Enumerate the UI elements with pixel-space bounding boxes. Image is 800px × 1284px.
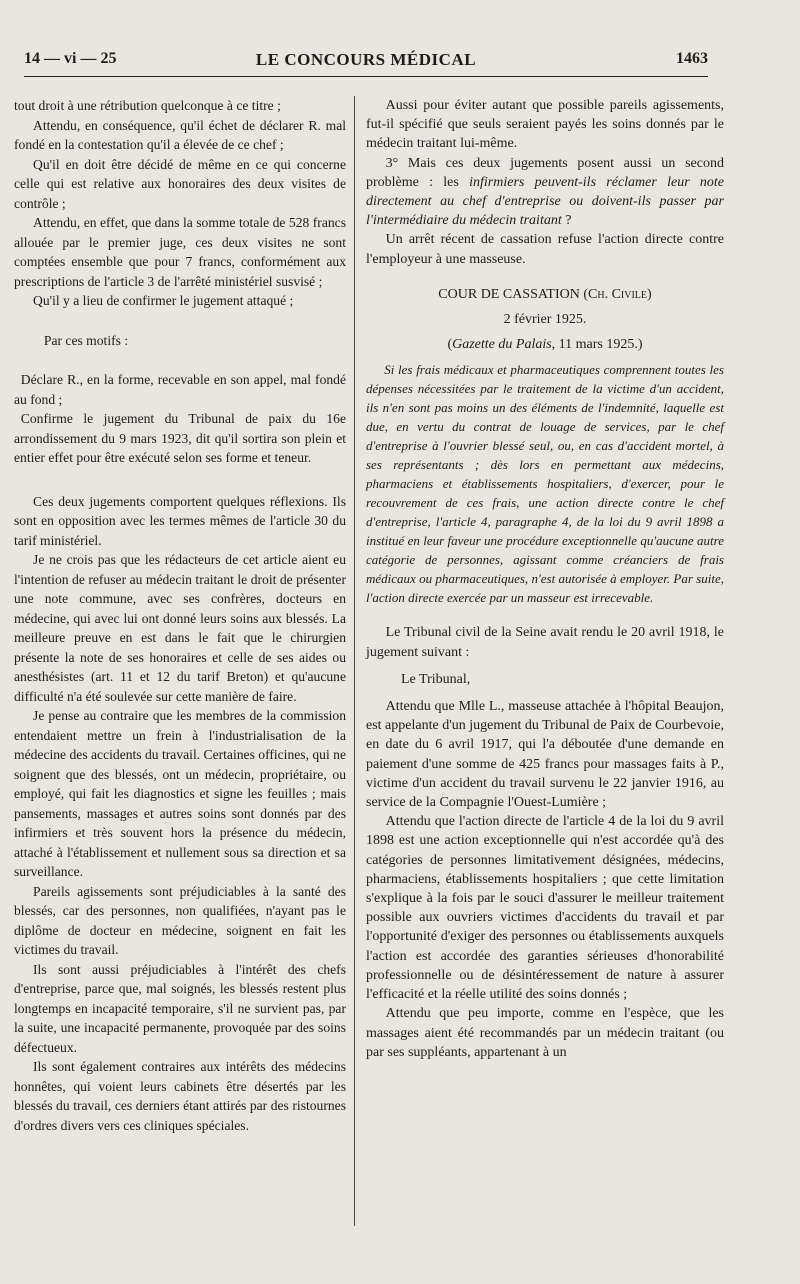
paragraph: Le Tribunal civil de la Seine avait rendu le 20 avril 1918, le jugement suivant : [366,625,724,660]
paragraph: Attendu que peu importe, comme en l'espèce, que les massages aient été recommandés par un médecin traitant (ou par ses suppléants, appartenant à un [366,1006,724,1060]
citation: (Gazette du Palais, 11 mars 1925.) [447,337,643,353]
court-heading: COUR DE CASSATION (Ch. Civile) [438,286,652,302]
journal-title: LE CONCOURS MÉDICAL [255,50,477,69]
headnote-summary: Si les frais médicaux et pharmaceutiques comprennent toutes les dépenses nécessitées par le traitement de la victime d'un accident, ils n'en sont pas moins un des éléments de l'indemnité, laquelle est due, en vertu du contrat de louage de services, par le chef d'entreprise à l'ouvrier blessé seul, ou, en cas d'accident mortel, à ses représentants ; dès lors en permettant aux médecins, pharmaciens et établissements hospitaliers, d'exercer, pour le recouvrement de ces frais, une action directe contre le chef d'entreprise, l'article 4, paragraphe 4, de la loi du 9 avril 1898 a institué en leur faveur une procédure exceptionnelle qu'aucune autre catégorie de personnes, agissant comme créanciers de frais médicaux ou pharmaceutiques, n'est autorisée à employer. Par suite, l'action directe exercée par un masseur est irrecevable. [366,362,724,606]
right-column [366,96,724,1062]
paragraph: Pareils agissements sont préjudiciables à la santé des blessés, car des personnes, non qualifiées, n'ayant pas le diplôme de docteur en médecine, soignent en fait les victimes du travail. [14,883,346,957]
issue-date: 14 — vi — 25 [24,50,117,67]
running-header [24,50,708,77]
paragraph: Un arrêt récent de cassation refuse l'action directe contre l'employeur à une masseuse. [366,232,724,267]
left-column [14,96,346,1135]
paragraph: Attendu, en effet, que dans la somme totale de 528 francs allouée par le premier juge, ces deux visites ne sont comptées ensemble que pour 7 francs, conformément aux prescriptions de l'article 3 de l'arrêté ministériel susvisé ; [14,215,346,289]
paragraph: tout droit à une rétribution quelconque à ce titre ; [14,98,281,113]
tribunal-heading: Le Tribunal, [401,671,471,687]
motifs-heading: Par ces motifs : [43,332,129,348]
column-divider [354,96,355,1226]
paragraph: Ces deux jugements comportent quelques réflexions. Ils sont en opposition avec les termes mêmes de l'article 30 du tarif ministériel. [14,493,346,548]
paragraph: Confirme le jugement du Tribunal de paix du 16e arrondissement du 9 mars 1923, dit qu'il sortira son plein et entier effet pour être exécuté selon ses forme et teneur. [14,411,346,465]
paragraph: Qu'il en doit être décidé de même en ce qui concerne celle qui est relative aux honoraires des deux visites de contrôle ; [14,156,346,211]
paragraph: Je ne crois pas que les rédacteurs de cet article aient eu l'intention de refuser au médecin traitant le droit de présenter une note commune, avec ses confrères, docteurs en médecine, qui avec lui ont donné leurs soins aux blessés. La meilleure preuve en est dans le fait que le chirurgien présente la note de ses honoraires et celle de ses aides ou anesthésistes (art. 11 et 12 du tarif Breton) et qu'aucune difficulté n'a été soulevée sur cette manière de faire. [14,552,346,704]
paragraph: 3° Mais ces deux jugements posent aussi un second problème : les infirmiers peuvent-ils réclamer leur note directement au chef d'entreprise ou doivent-ils passer par l'intermédiaire du médecin traitant ? [366,155,725,229]
paragraph: Aussi pour éviter autant que possible pareils agissements, fut-il spécifié que seuls seraient payés les soins donnés par le médecin traitant lui-même. [366,98,724,152]
decision-date: 2 février 1925. [503,312,587,328]
paragraph: Ils sont également contraires aux intérêts des médecins honnêtes, qui voient leurs cabinets être désertés par les blessés du travail, ces derniers étant attirés par des ristournes d'ordres divers vers ces cliniques spéciales. [14,1059,346,1133]
paragraph: Attendu que l'action directe de l'article 4 de la loi du 9 avril 1898 est une action exceptionnelle qui n'est accordée qu'à des catégories de personnes limitativement désignées, médecins, pharmaciens, établissements hospitaliers ; que cette limitation s'explique à la fois par le souci d'assurer le meilleur traitement possible aux ouvriers victimes d'accidents du travail et par l'opportunité d'exiger des personnes ou établissements auxquels l'action est accordée des garanties sérieuses d'honorabilité professionnelle ou de désintéressement de nature à assurer l'efficacité et la réelle utilité des soins donnés ; [366,814,724,1003]
paragraph: Attendu que Mlle L., masseuse attachée à l'hôpital Beaujon, est appelante d'un jugement du Tribunal de Paix de Courbevoie, en date du 6 avril 1917, qui l'a déboutée d'une demande en paiement d'une somme de 425 francs pour massages faits à P., victime d'un accident du travail survenu le 22 janvier 1916, au service de la Compagnie l'Ouest-Lumière ; [366,699,724,811]
paragraph: Je pense au contraire que les membres de la commission entendaient mettre un frein à l'industrialisation de la médecine des accidents du travail. Certaines officines, qui ne soignent que des blessés, ont un médecin, propriétaire, ou employé, qui fait les diagnostics et signe les feuilles ; mais pansements, massages et autres soins sont donnés par des infirmiers et très souvent hors la présence du médecin, attaché à l'établissement et nullement sous sa direction et sa surveillance. [14,708,346,879]
paragraph: Attendu, en conséquence, qu'il échet de déclarer R. mal fondé en la contestation qu'il a élevée de ce chef ; [14,117,346,152]
page-number: 1463 [676,50,708,67]
paragraph: Déclare R., en la forme, recevable en son appel, mal fondé au fond ; [14,372,346,407]
paragraph: Ils sont aussi préjudiciables à l'intérêt des chefs d'entreprise, parce que, mal soignés, les blessés restent plus longtemps en incapacité temporaire, s'il ne survient pas, par la suite, une incapacité permanente, provoquée par des soins défectueux. [14,961,346,1055]
paragraph: Qu'il y a lieu de confirmer le jugement attaqué ; [33,293,294,308]
